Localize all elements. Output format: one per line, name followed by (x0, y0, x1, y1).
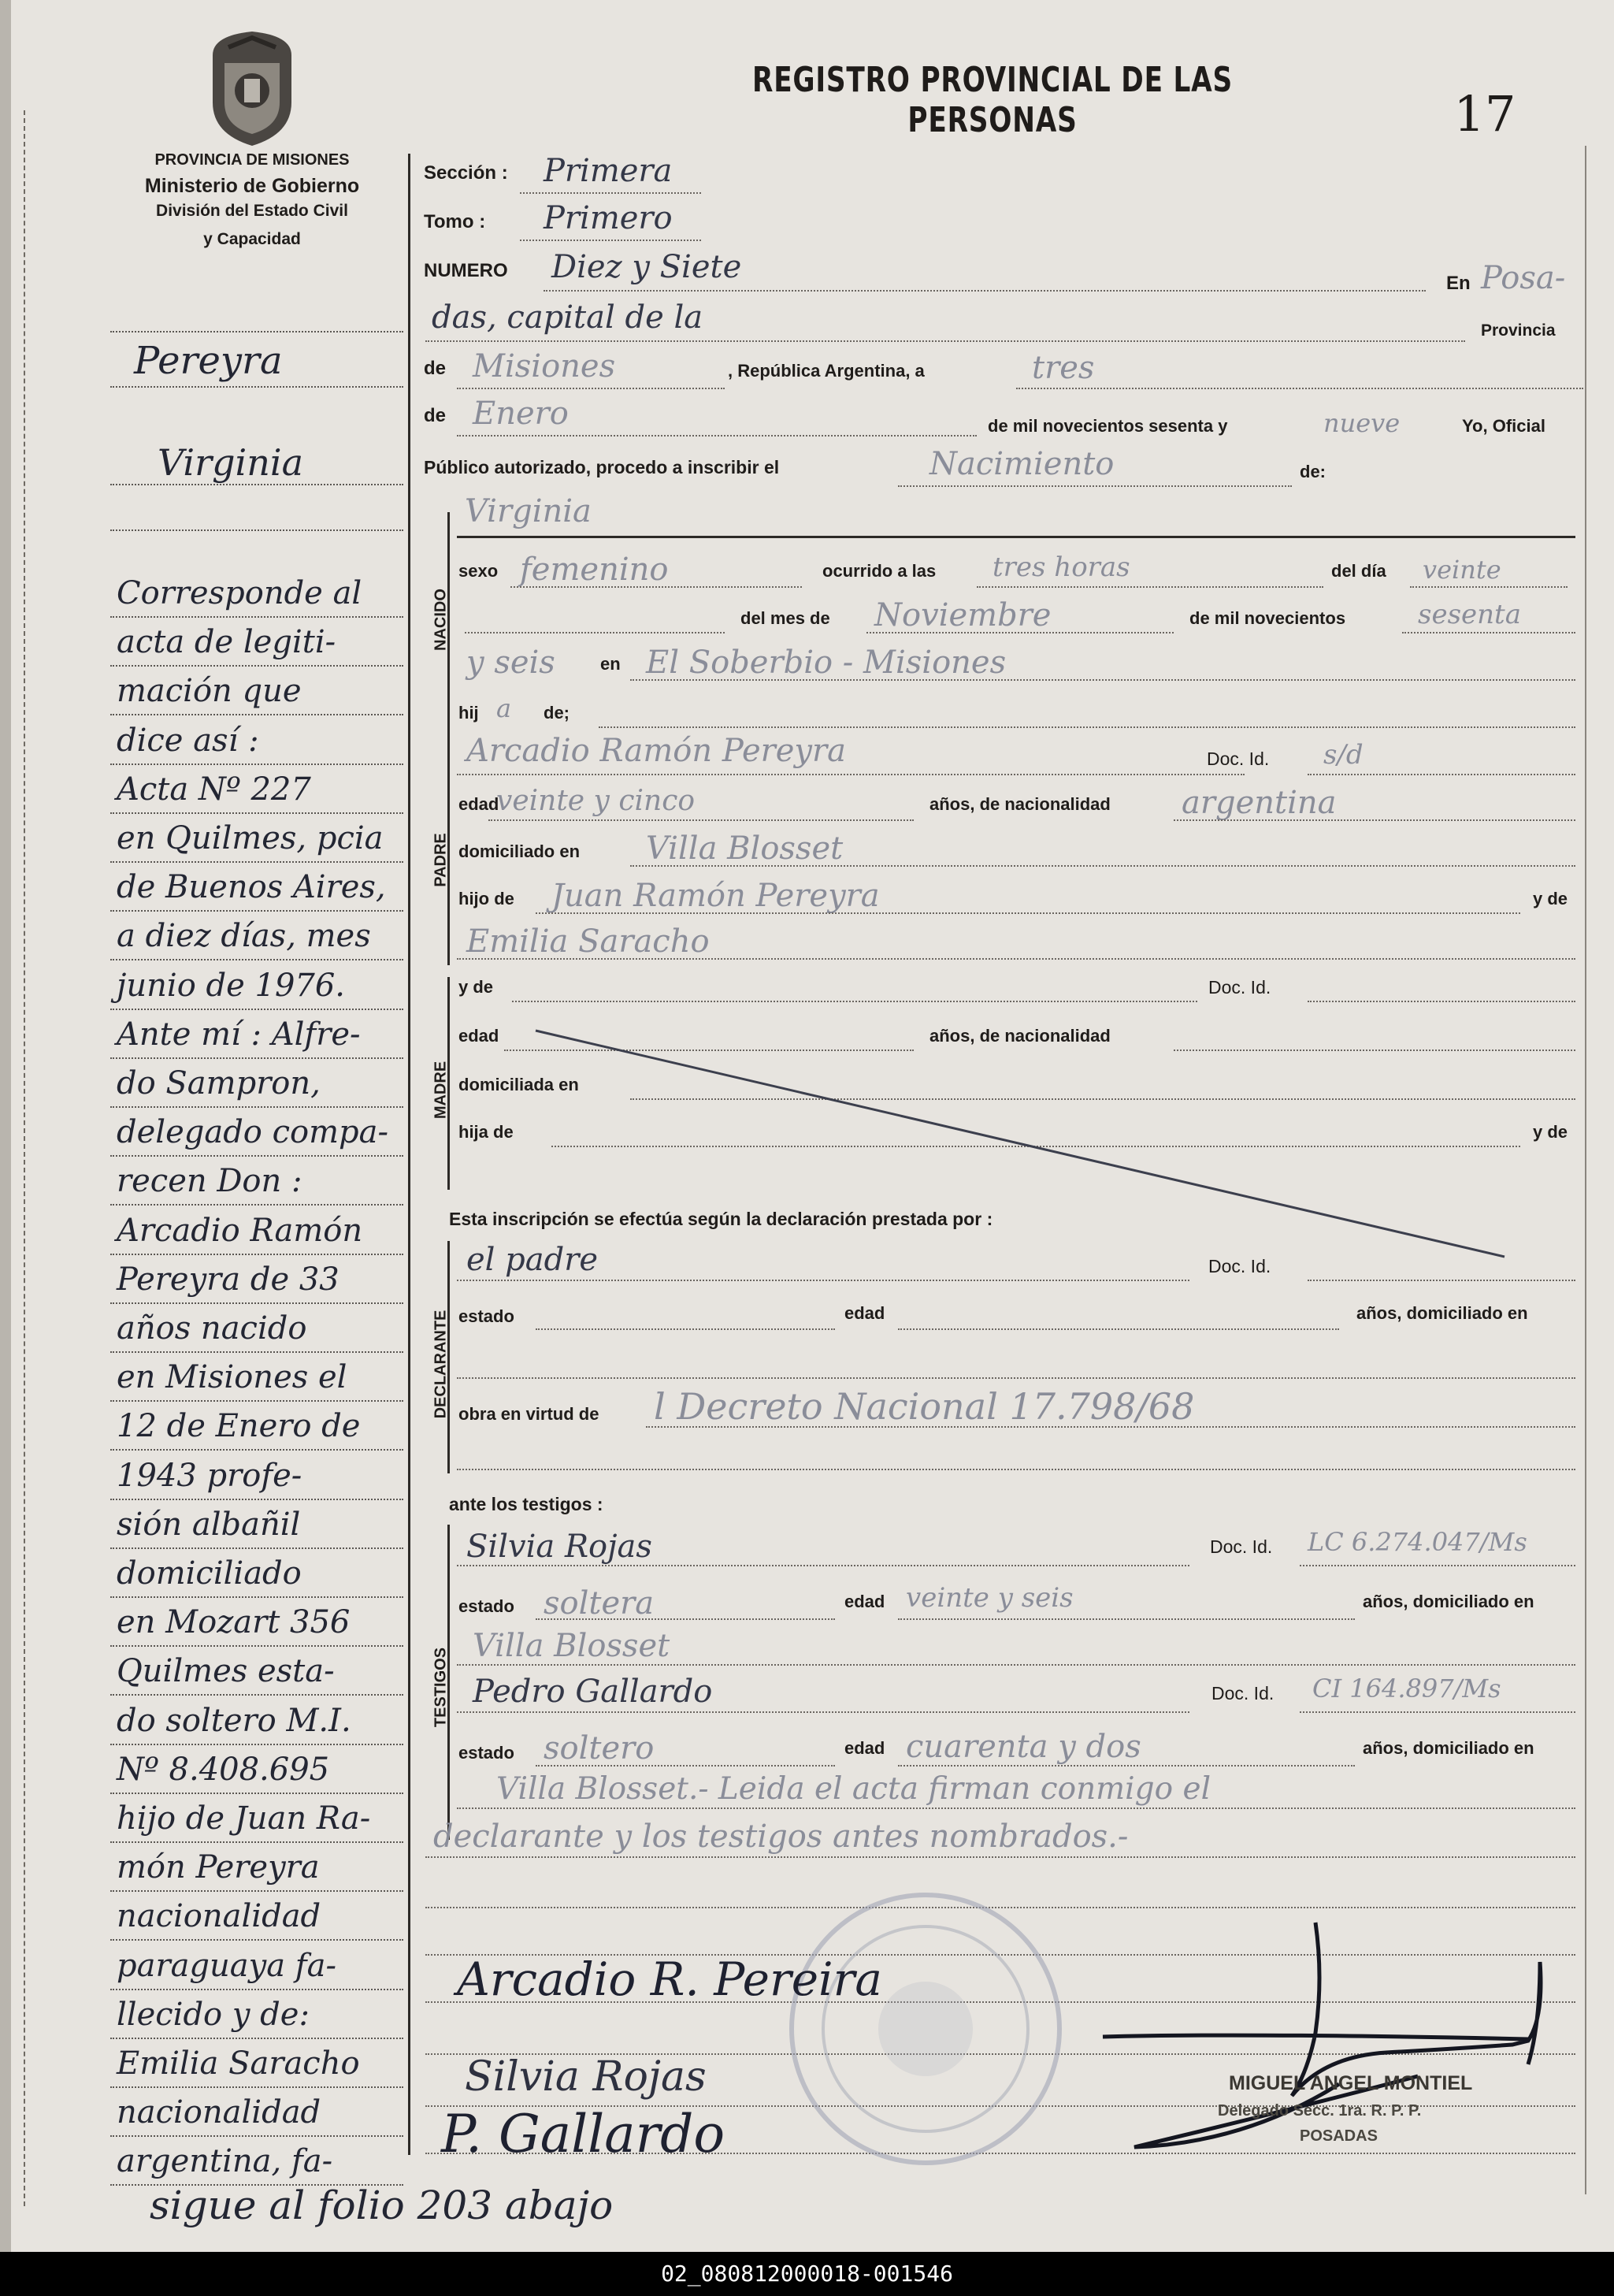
margin-note-line: en Quilmes, pcia (117, 820, 384, 856)
margin-note-line: do soltero M.I. (117, 1702, 351, 1739)
obra-value: l Decreto Nacional 17.798/68 (654, 1385, 1195, 1428)
margin-rule (110, 1449, 403, 1452)
margin-rule (110, 616, 403, 619)
anios-nacionalidad-label: años, de nacionalidad (929, 1026, 1111, 1046)
margin-rule (110, 2135, 403, 2138)
rule (536, 912, 1520, 916)
publico-label: Público autorizado, procedo a inscribir el (424, 457, 780, 477)
margin-rule (110, 1645, 403, 1648)
rule (520, 192, 701, 195)
father-father-value: Juan Ramón Pereyra (551, 878, 880, 914)
margin-rule (110, 763, 403, 767)
margin-note-line: llecido y de: (117, 1996, 310, 2033)
estado-label: estado (458, 1743, 514, 1763)
margin-rule (110, 1547, 403, 1551)
witness2-name: Pedro Gallardo (473, 1674, 713, 1710)
margin-rule (110, 812, 403, 815)
margin-note-line: Ante mí : Alfre- (117, 1016, 361, 1053)
margin-note-line: 12 de Enero de (117, 1408, 361, 1445)
y-de-label: y de (458, 977, 494, 997)
label-nacido: NACIDO (432, 589, 450, 651)
father-name: Arcadio Ramón Pereyra (466, 733, 846, 769)
mil-label: de mil novecientos sesenta y (988, 416, 1228, 436)
child-name: Virginia (465, 493, 592, 529)
anios-domiciliado-label: años, domiciliado en (1363, 1592, 1534, 1611)
rule (457, 1565, 1189, 1568)
rule (457, 1711, 1189, 1715)
rule (599, 726, 1575, 730)
dia-value: veinte (1423, 555, 1501, 585)
rule (425, 340, 1465, 344)
margin-rule (110, 1744, 403, 1747)
de-label: de (424, 358, 447, 379)
rule (1402, 632, 1575, 635)
rule (457, 1469, 1575, 1472)
rule (898, 1328, 1339, 1332)
margin-rule (110, 1057, 403, 1061)
rule (536, 1618, 835, 1622)
margin-note-line: Nº 8.408.695 (117, 1751, 330, 1788)
rule (898, 1765, 1355, 1768)
rule (520, 240, 701, 243)
margin-rule (110, 1155, 403, 1158)
rule (1300, 1711, 1575, 1715)
document-title: REGISTRO PROVINCIAL DE LAS PERSONAS (751, 60, 1234, 140)
rule (536, 1765, 835, 1768)
margin-rule (110, 861, 403, 864)
signature-witness-1: Silvia Rojas (465, 2053, 707, 2101)
de-colon-label: de: (1300, 462, 1326, 481)
tomo-value: Primero (544, 200, 673, 236)
margin-rule (110, 2038, 403, 2041)
place-value: das, capital de la (432, 299, 703, 336)
org-line-1: PROVINCIA DE MISIONES (154, 151, 350, 169)
margin-given-name: Virginia (158, 441, 304, 484)
org-line-3: División del Estado Civil (156, 202, 348, 220)
rule (457, 388, 725, 391)
margin-rule (110, 1400, 403, 1403)
domiciliado-label: domiciliado en (458, 841, 581, 861)
margin-note-line: hijo de Juan Ra- (117, 1800, 371, 1837)
rule (457, 774, 1245, 777)
margin-note-line: Emilia Saracho (117, 2045, 360, 2082)
rule (1174, 819, 1575, 823)
margin-note-line: do Sampron, (117, 1065, 321, 1102)
margin-note-line: Pereyra de 33 (117, 1261, 339, 1298)
ocurrido-label: ocurrido a las (822, 561, 937, 581)
rule (1016, 388, 1583, 391)
father-doc-value: s/d (1323, 739, 1364, 771)
witness1-domicilio: Villa Blosset (473, 1628, 670, 1664)
margin-note-line: dice así : (117, 722, 259, 759)
rule (898, 1618, 1355, 1622)
province-value: Misiones (473, 348, 616, 385)
edad-label: edad (458, 794, 499, 814)
del-dia-label: del día (1331, 561, 1386, 581)
testigos-intro: ante los testigos : (449, 1494, 603, 1514)
margin-rule (110, 484, 403, 487)
rule (512, 1001, 1197, 1004)
page-number: 17 (1453, 85, 1516, 143)
margin-divider (408, 154, 410, 2155)
edad-label: edad (844, 1592, 885, 1611)
coat-of-arms-emblem (197, 24, 307, 150)
de-label: de (424, 405, 447, 426)
official-place: POSADAS (1300, 2127, 1378, 2145)
margin-note-line: paraguaya fa- (117, 1947, 336, 1984)
margin-note-line: Corresponde al (117, 575, 362, 611)
edad-label: edad (844, 1738, 885, 1758)
mil-novecientos-label: de mil novecientos (1189, 608, 1346, 628)
margin-rule (110, 665, 403, 668)
father-nacionalidad-value: argentina (1182, 785, 1337, 821)
margin-note-line: en Misiones el (117, 1359, 347, 1396)
margin-rule (110, 1499, 403, 1502)
margin-rule (110, 1989, 403, 1992)
lugar-value: El Soberbio - Misiones (646, 645, 1007, 681)
rule (457, 1280, 1189, 1283)
closing-text: declarante y los testigos antes nombrados.- (433, 1819, 1129, 1855)
estado-label: estado (458, 1306, 514, 1326)
rule (510, 586, 802, 589)
margin-rule (110, 1596, 403, 1599)
org-line-4: y Capacidad (203, 230, 301, 248)
margin-note-line: en Mozart 356 (117, 1604, 351, 1641)
doc-id-label: Doc. Id. (1208, 977, 1271, 998)
estado-label: estado (458, 1596, 514, 1616)
rule (465, 632, 725, 635)
margin-note-line: nacionalidad (117, 1898, 321, 1935)
official-title: Delegado Secc. 1ra. R. P. P. (1218, 2102, 1422, 2120)
de-semi-label: de; (544, 703, 570, 723)
official-name: MIGUEL ANGEL MONTIEL (1229, 2072, 1473, 2094)
father-mother-value: Emilia Saracho (466, 923, 710, 960)
republica-label: , República Argentina, a (728, 361, 925, 381)
rule (457, 435, 977, 438)
act-type-value: Nacimiento (929, 446, 1115, 482)
witness1-doc: LC 6.274.047/Ms (1308, 1527, 1527, 1557)
witness1-estado: soltera (544, 1585, 655, 1622)
anios-domiciliado-label: años, domiciliado en (1363, 1738, 1534, 1758)
seccion-value: Primera (544, 153, 673, 189)
witness2-domicilio: Villa Blosset.- Leida el acta firman conmigo el (496, 1771, 1211, 1807)
sexo-label: sexo (458, 561, 499, 581)
binding-stitches (24, 110, 30, 2206)
edad-label: edad (458, 1026, 499, 1046)
image-id-text: 02_080812000018-001546 (661, 2261, 953, 2287)
margin-rule (110, 714, 403, 717)
rule (1410, 586, 1568, 589)
doc-id-label: Doc. Id. (1207, 749, 1270, 769)
witness2-edad: cuarenta y dos (906, 1729, 1141, 1765)
margin-rule (110, 1204, 403, 1207)
official-signature-scrawl (1087, 1915, 1575, 2159)
page-edge (0, 0, 11, 2252)
hora-value: tres horas (993, 552, 1130, 583)
witness1-edad: veinte y seis (906, 1582, 1074, 1614)
doc-id-label: Doc. Id. (1208, 1256, 1271, 1276)
rule (866, 632, 1174, 635)
rule (544, 290, 1426, 293)
margin-rule (110, 1302, 403, 1306)
day-value: tres (1032, 350, 1095, 386)
father-edad-value: veinte y cinco (496, 785, 696, 817)
witness2-estado: soltero (544, 1730, 655, 1767)
margin-note-line: nacionalidad (117, 2094, 321, 2131)
rule (630, 865, 1575, 868)
margin-rule (110, 2086, 403, 2090)
margin-note-line: recen Don : (117, 1163, 302, 1200)
anios-domiciliado-label: años, domiciliado en (1356, 1303, 1528, 1323)
seccion-label: Sección : (424, 162, 508, 184)
margin-note-line: años nacido (117, 1310, 307, 1347)
margin-rule (110, 1009, 403, 1012)
org-line-2: Ministerio de Gobierno (144, 175, 360, 197)
rule (457, 1807, 1575, 1811)
rule (977, 586, 1323, 589)
en-label: En (1446, 273, 1471, 294)
rule (425, 1856, 1575, 1859)
margin-note-line: món Pereyra (117, 1849, 320, 1886)
margin-note-line: 1943 profe- (117, 1457, 302, 1494)
margin-note-line: Quilmes esta- (117, 1653, 335, 1690)
mes-label: del mes de (740, 608, 830, 628)
y-de-label: y de (1533, 1122, 1568, 1142)
margin-rule (110, 1841, 403, 1845)
rule (898, 485, 1292, 489)
witness2-doc: CI 164.897/Ms (1312, 1674, 1501, 1703)
en-label: en (600, 654, 621, 674)
margin-note-line: Arcadio Ramón (117, 1212, 363, 1249)
image-id-bar (0, 2252, 1614, 2296)
numero-label: NUMERO (424, 260, 508, 281)
doc-id-label: Doc. Id. (1210, 1536, 1273, 1557)
margin-note-line: Acta Nº 227 (117, 771, 311, 808)
margin-rule (110, 1890, 403, 1893)
witness1-name: Silvia Rojas (466, 1529, 652, 1565)
provincia-label: Provincia (1481, 321, 1556, 340)
label-testigos: TESTIGOS (432, 1647, 450, 1728)
rule (457, 958, 1575, 961)
margin-rule (110, 1694, 403, 1697)
official-seal-stamp (780, 1883, 1071, 2175)
obra-label: obra en virtud de (458, 1404, 599, 1424)
right-page-edge (1585, 146, 1586, 2194)
anio-cont-value: y seis (466, 645, 555, 681)
rule (488, 819, 914, 823)
rule (1308, 774, 1575, 777)
label-madre: MADRE (432, 1061, 450, 1120)
margin-rule (110, 331, 403, 334)
sexo-value: femenino (520, 552, 669, 588)
margin-rule (110, 910, 403, 913)
rule (630, 679, 1575, 682)
margin-rule (110, 1793, 403, 1796)
cancel-strike-line (473, 1016, 1520, 1269)
rule (1300, 1565, 1575, 1568)
father-domicilio-value: Villa Blosset (646, 830, 844, 867)
hija-de-label: hija de (458, 1122, 514, 1142)
rule (1308, 1001, 1575, 1004)
rule (457, 1377, 1575, 1380)
margin-note-line: domiciliado (117, 1555, 302, 1592)
anios-nacionalidad-label: años, de nacionalidad (929, 794, 1111, 814)
margin-note-line: a diez días, mes (117, 918, 371, 955)
y-de-label: y de (1533, 889, 1568, 908)
hij-label: hij (458, 703, 479, 723)
declarante-name: el padre (466, 1242, 599, 1278)
label-padre: PADRE (432, 833, 450, 887)
margin-surname: Pereyra (134, 339, 283, 383)
signature-declarante: Arcadio R. Pereira (457, 1952, 882, 2006)
margin-rule (110, 1106, 403, 1109)
margin-note-line: de Buenos Aires, (117, 869, 386, 906)
margin-note-line: sión albañil (117, 1506, 301, 1543)
tomo-label: Tomo : (424, 211, 486, 232)
margin-note-line: delegado compa- (117, 1114, 388, 1151)
hij-value: a (496, 693, 512, 723)
oficial-label: Yo, Oficial (1462, 416, 1545, 436)
margin-continuation-line: sigue al folio 203 abajo (150, 2183, 614, 2228)
hijo-de-label: hijo de (458, 889, 514, 908)
label-declarante: DECLARANTE (432, 1310, 450, 1419)
domiciliada-label: domiciliada en (458, 1075, 579, 1094)
edad-label: edad (844, 1303, 885, 1323)
rule (1308, 1280, 1575, 1283)
mes-value: Noviembre (874, 597, 1052, 633)
margin-note-line: junio de 1976. (117, 967, 346, 1004)
margin-rule (110, 1939, 403, 1942)
rule (457, 1664, 1575, 1667)
year-value: nueve (1323, 408, 1401, 438)
month-value: Enero (473, 396, 569, 432)
declaracion-intro: Esta inscripción se efectúa según la declaración prestada por : (449, 1209, 993, 1229)
doc-id-label: Doc. Id. (1211, 1683, 1275, 1703)
rule (457, 536, 1575, 540)
numero-value: Diez y Siete (551, 249, 742, 285)
rule (646, 1426, 1575, 1429)
margin-note-line: mación que (117, 673, 302, 710)
en-value: Posa- (1481, 260, 1566, 296)
margin-note-line: acta de legiti- (117, 624, 336, 661)
margin-rule (110, 386, 403, 389)
anio-value: sesenta (1418, 599, 1521, 630)
margin-note-line: argentina, fa- (117, 2143, 333, 2180)
margin-rule (110, 1351, 403, 1354)
rule (536, 1328, 835, 1332)
signature-witness-2: P. Gallardo (441, 2104, 725, 2164)
margin-rule (110, 959, 403, 962)
margin-rule (110, 1254, 403, 1257)
margin-rule (110, 529, 403, 533)
